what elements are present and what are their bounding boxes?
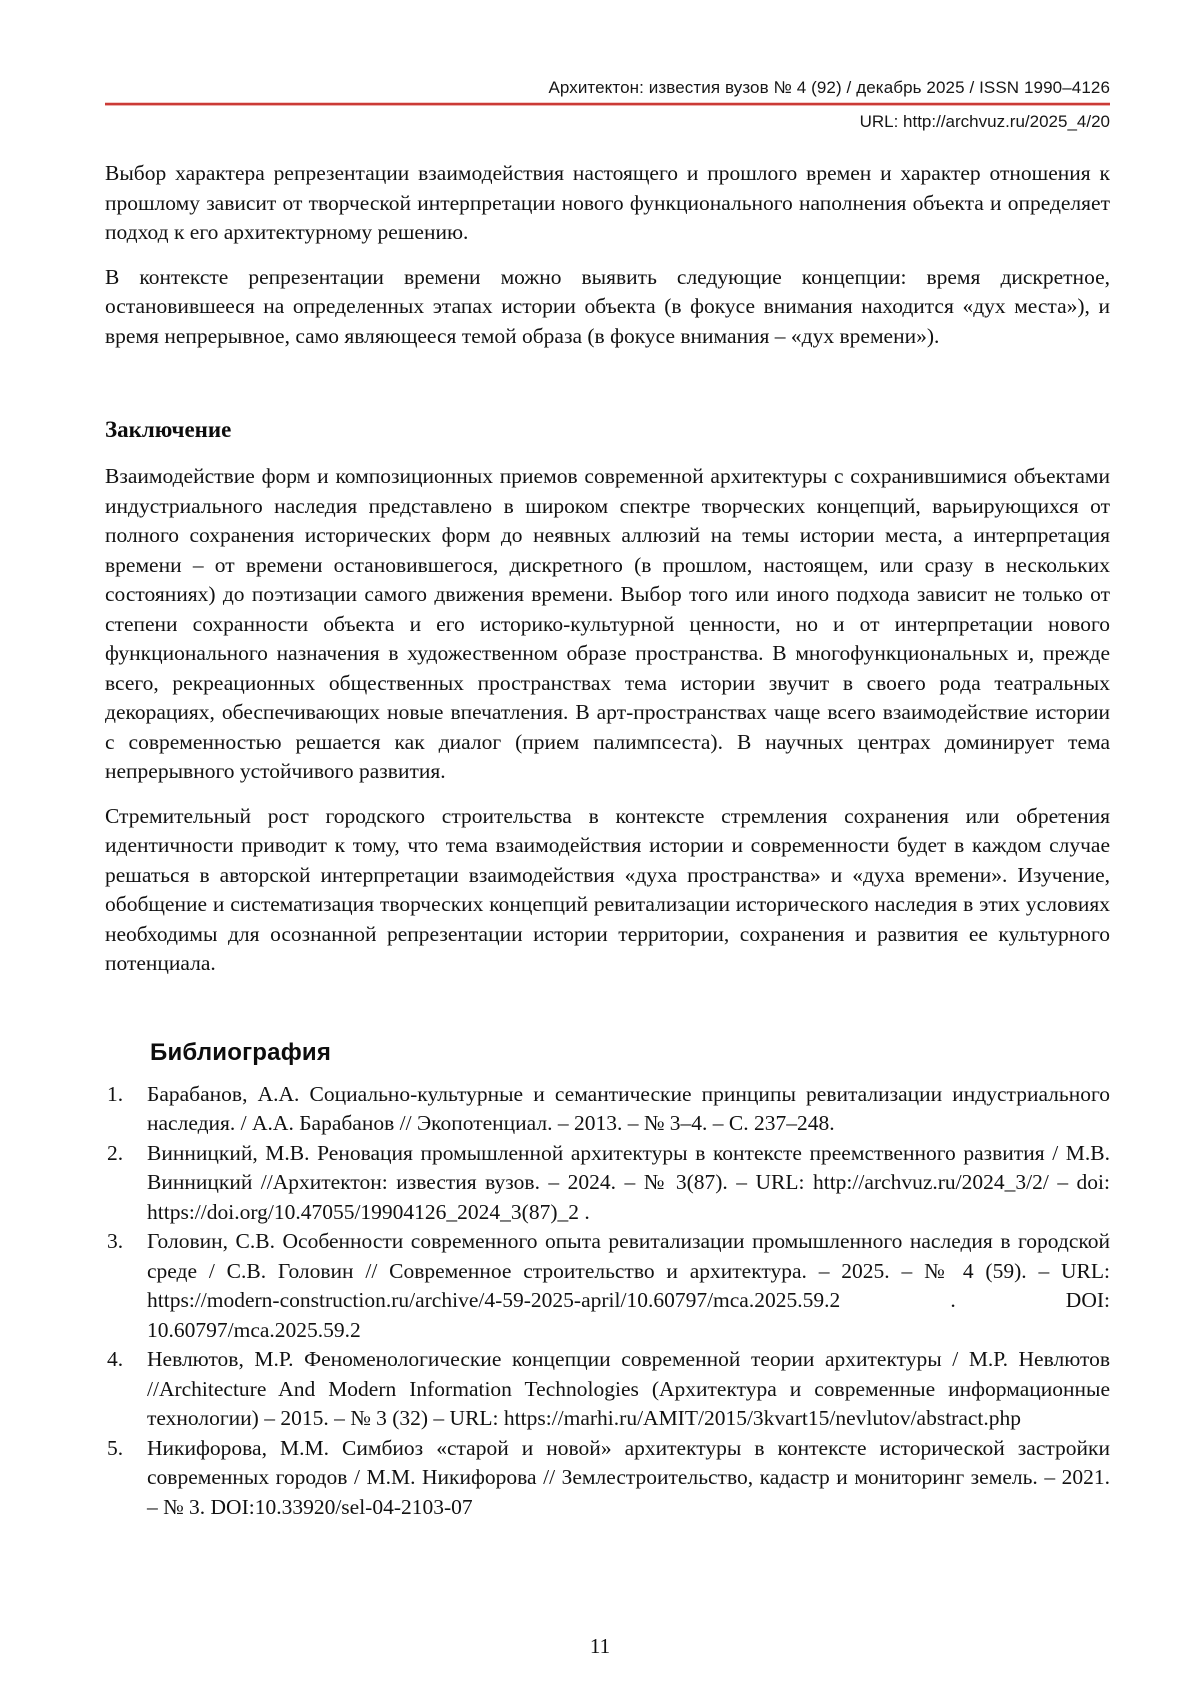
bibliography-item	[105, 1345, 1110, 1434]
item-text: Никифорова, М.М. Симбиоз «старой и новой» архитектуры в контексте исторической застройки современных городов / М.М. Никифорова // Землестроительство, кадастр и мониторинг земель. – 2021. – № 3. DOI:10.33920/sel-04-2103-07	[147, 1435, 1110, 1519]
paragraph: Выбор характера репрезентации взаимодействия настоящего и прошлого времен и характер отношения к прошлому зависит от творческой интерпретации нового функционального наполнения объекта и определяет подход к его архитектурному решению.	[105, 161, 1110, 244]
item-text: Винницкий, М.В. Реновация промышленной архитектуры в контексте преемственного развития / М.В. Винницкий //Архитектон: известия вузов. – 2024. – № 3(87). – URL: http://archvuz.ru/2024_3/2/ – doi: https://doi.org/10.47055/19904126_2024_3(87)_2 .	[147, 1140, 1110, 1224]
bibliography-item	[105, 1080, 1110, 1139]
item-number: 3.	[107, 1229, 124, 1253]
conclusion-heading: Заключение	[105, 417, 232, 442]
paragraph: В контексте репрезентации времени можно выявить следующие концепции: время дискретное, остановившееся на определенных этапах истории объекта (в фокусе внимания находится «дух места»), и время непрерывное, само являющееся темой образа (в фокусе внимания – «дух времени»).	[105, 264, 1110, 348]
article-body	[105, 159, 1110, 1522]
article-url: URL: http://archvuz.ru/2025_4/20	[859, 112, 1110, 131]
item-number: 5.	[107, 1435, 124, 1460]
page-header	[105, 0, 1110, 132]
bibliography-item	[105, 1227, 1110, 1345]
page-number: 11	[589, 1634, 611, 1658]
paragraph: Стремительный рост городского строительства в контексте стремления сохранения или обретения идентичности приводит к тому, что тема взаимодействия истории и современности будет в каждом случае решаться в авторской интерпретации взаимодействия «духа пространства» и «духа времени». Изучение, обобщение и систематизация творческих концепций ревитализации исторического наследия в этих условиях необходимы для осознанной репрезентации истории территории, сохранения и развития ее культурного потенциала.	[105, 803, 1110, 975]
item-number: 2.	[107, 1140, 124, 1165]
journal-info: Архитектон: известия вузов № 4 (92) / декабрь 2025 / ISSN 1990–4126	[548, 78, 1110, 97]
header-rule	[105, 103, 1110, 105]
item-number: 1.	[107, 1081, 124, 1106]
bibliography-heading: Библиография	[150, 1038, 332, 1066]
bibliography-item	[105, 1434, 1110, 1523]
bibliography-item	[105, 1139, 1110, 1228]
item-text: Барабанов, А.А. Социально-культурные и семантические принципы ревитализации индустриального наследия. / А.А. Барабанов // Экопотенциал. – 2013. – № 3–4. – С. 237–248.	[147, 1081, 1110, 1135]
item-text: Невлютов, М.Р. Феноменологические концепции современной теории архитектуры / М.Р. Невлютов //Architecture And Modern Information Technologies (Архитектура и современные информационные технологии) – 2015. – № 3 (32) – URL: https://marhi.ru/AMIT/2015/3kvart15/nevlutov/abstract.php	[147, 1347, 1110, 1430]
bibliography-list	[105, 1080, 1110, 1523]
item-text: Головин, С.В. Особенности современного опыта ревитализации промышленного наследия в городской среде / С.В. Головин // Современное строительство и архитектура. – 2025. – № 4 (59). – URL: https://modern-construction.ru/archive/4-59-2025-april/10.60797/mca.2025.59.2 . DOI: 10.60797/mca.2025.59.2	[147, 1229, 1110, 1342]
item-number: 4.	[107, 1347, 124, 1371]
paragraph: Взаимодействие форм и композиционных приемов современной архитектуры с сохранившимися объектами индустриального наследия представлено в широком спектре творческих концепций, варьирующихся от полного сохранения исторических форм до неявных аллюзий на темы истории места, а интерпретация времени – от времени остановившегося, дискретного (в прошлом, настоящем, или сразу в нескольких состояниях) до поэтизации самого движения времени. Выбор того или иного подхода зависит не только от степени сохранности объекта и его историко-культурной ценности, но и от интерпретации нового функционального назначения в художественном образе пространства. В многофункциональных и, прежде всего, рекреационных общественных пространствах тема истории звучит в своего рода театральных декорациях, обеспечивающих новые впечатления. В арт-пространствах чаще всего взаимодействие истории с современностью решается как диалог (прием палимпсеста). В научных центрах доминирует тема непрерывного устойчивого развития.	[105, 464, 1110, 783]
